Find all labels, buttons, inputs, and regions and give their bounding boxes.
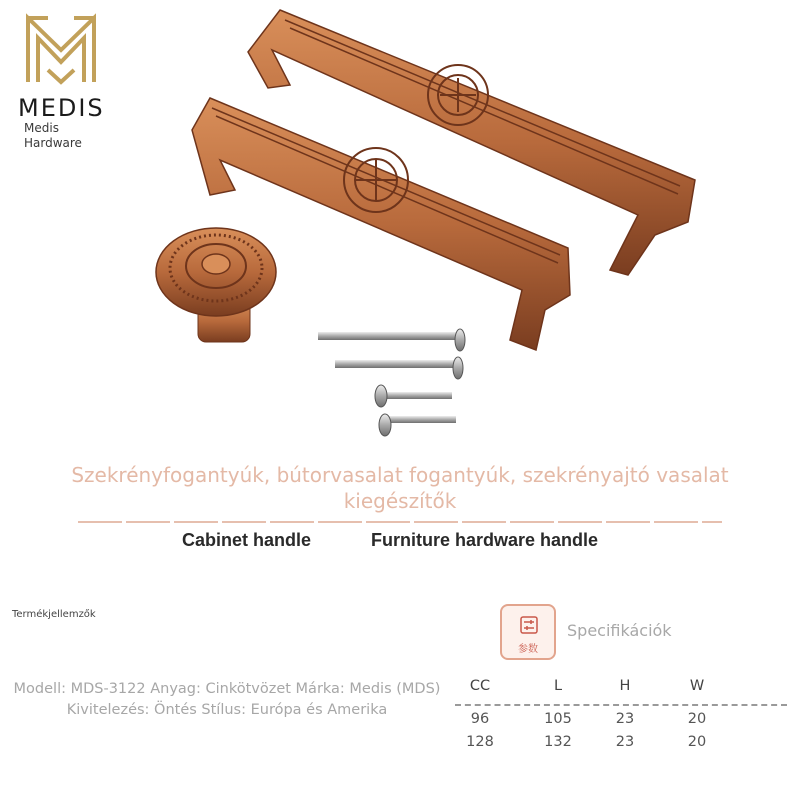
spec-header-row — [455, 678, 787, 701]
features-text: Modell: MDS-3122 Anyag: Cinkötvözet Márka: Medis (MDS) Kivitelezés: Öntés Stílus: Európa és Amerika — [13, 681, 441, 718]
spec-cell: 96 — [470, 711, 490, 727]
spec-cell: 20 — [687, 734, 707, 750]
spec-header-h: H — [619, 678, 631, 694]
brand-logo — [14, 8, 114, 148]
spec-table — [455, 678, 787, 757]
sliders-icon — [520, 616, 538, 634]
screw — [318, 329, 465, 351]
product-headline: Szekrényfogantyúk, bútorvasalat fogantyúk, szekrényajtó vasalat kiegészítők — [71, 463, 729, 513]
table-row — [455, 711, 787, 734]
spec-cell: 20 — [687, 711, 707, 727]
features-heading: Termékjellemzők — [12, 609, 96, 620]
spec-header-cc: CC — [469, 678, 491, 694]
spec-badge — [500, 604, 556, 660]
cabinet-handle-label: Cabinet handle — [182, 530, 312, 550]
decorative-divider — [78, 512, 722, 526]
spec-badge-label: 参数 — [518, 644, 538, 655]
screw — [379, 414, 456, 436]
spec-title: Specifikációk — [567, 621, 672, 640]
brand-wordmark: MEDIS — [18, 94, 105, 122]
spec-divider — [455, 701, 787, 711]
furniture-handle-label: Furniture hardware handle — [371, 530, 599, 550]
screw — [375, 385, 452, 407]
spec-cell: 23 — [615, 711, 635, 727]
table-row — [455, 734, 787, 757]
brand-subtitle: Medis Hardware — [24, 121, 82, 150]
spec-header-l: L — [553, 678, 563, 694]
spec-cell: 132 — [544, 734, 572, 750]
product-image — [140, 0, 700, 450]
spec-header-w: W — [689, 678, 705, 694]
round-knob — [156, 228, 276, 342]
screw — [335, 357, 463, 379]
medis-logo-icon — [22, 10, 100, 90]
spec-cell: 128 — [466, 734, 494, 750]
spec-cell: 105 — [544, 711, 572, 727]
spec-cell: 23 — [615, 734, 635, 750]
